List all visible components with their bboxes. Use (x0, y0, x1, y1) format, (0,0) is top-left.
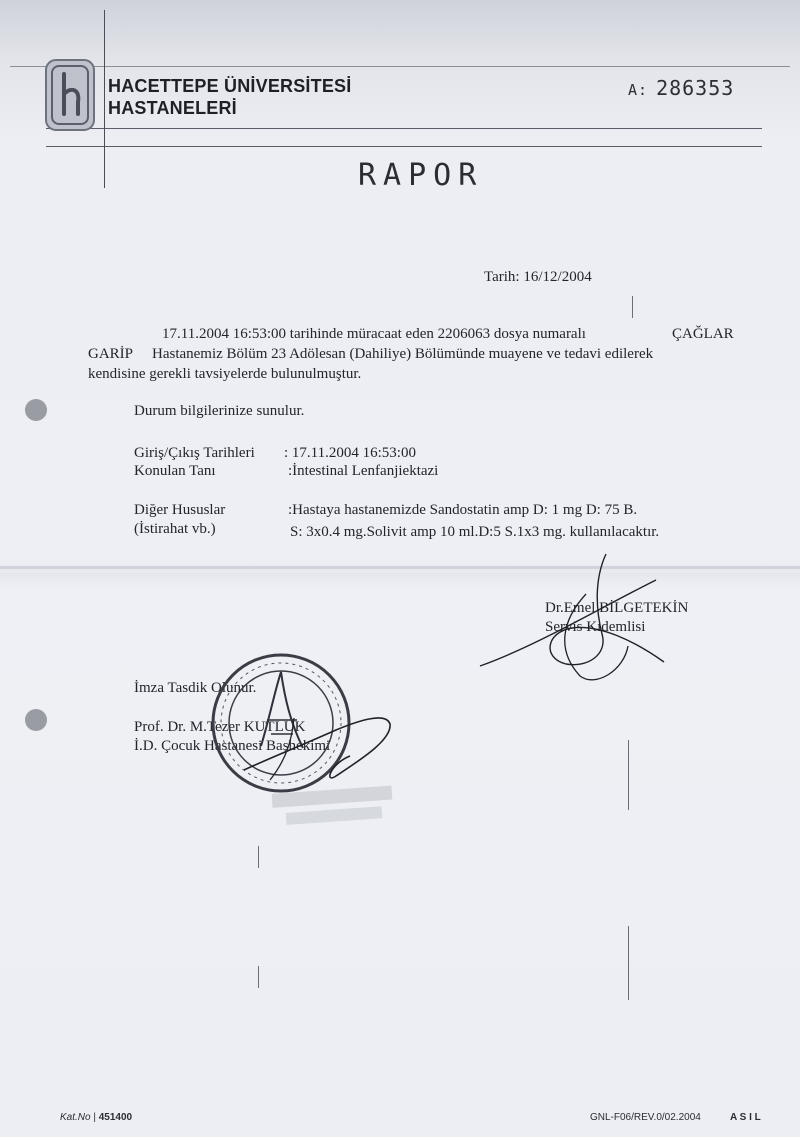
header-top-rule (10, 66, 790, 67)
other-notes-sublabel: (İstirahat vb.) (134, 521, 216, 537)
approval-label: İmza Tasdik Olunur. (134, 680, 257, 696)
document-number (628, 76, 734, 100)
diagnosis-label: Konulan Tanı (134, 463, 216, 479)
body-line-3: kendisine gerekli tavsiyelerde bulunulmuştur. (88, 366, 362, 382)
info-line: Durum bilgilerinize sunulur. (134, 403, 305, 419)
patient-name-first: ÇAĞLAR (672, 326, 734, 342)
other-notes-label: Diğer Hususlar (134, 502, 226, 518)
faint-name-stamp-icon (268, 782, 398, 832)
margin-tick (628, 926, 629, 1000)
admission-dates-value: : 17.11.2004 16:53:00 (284, 445, 416, 461)
catalog-number-value: 451400 (98, 1112, 133, 1123)
other-notes-value-1: :Hastaya hastanemizde Sandostatin amp D: 1 mg D: 75 B. (288, 502, 638, 518)
document-title: RAPOR (358, 158, 484, 193)
form-code: GNL-F06/REV.0/02.2004 (590, 1112, 701, 1123)
body-line-1: 17.11.2004 16:53:00 tarihinde müracaat eden 2206063 dosya numaralı (162, 326, 586, 342)
approver-name: Prof. Dr. M.Tezer KUTLUK (134, 719, 306, 735)
doctor-name: Dr.Emel BİLGETEKİN (545, 600, 689, 616)
document-number-prefix: A: (628, 81, 649, 99)
doctor-signature-icon (476, 550, 676, 690)
other-notes-value-2: S: 3x0.4 mg.Solivit amp 10 ml.D:5 S.1x3 mg. kullanılacaktır. (290, 524, 660, 540)
punch-hole (25, 399, 47, 421)
document-number-value: 286353 (656, 76, 735, 100)
margin-tick (628, 740, 629, 810)
header-rule (46, 128, 762, 129)
approver-title: İ.D. Çocuk Hastanesi Başhekimi (134, 738, 331, 754)
original-mark: A S I L (730, 1112, 761, 1123)
approver-signature-icon (240, 700, 400, 792)
margin-tick (258, 846, 259, 868)
body-line-2: Hastanemiz Bölüm 23 Adölesan (Dahiliye) Bölümünde muayene ve tedavi edilerek (152, 346, 654, 362)
paper-fold (0, 566, 800, 569)
institution-subtitle: HASTANELERİ (108, 98, 237, 118)
hacettepe-logo-icon (44, 58, 96, 132)
patient-name-last: GARİP (88, 346, 134, 362)
catalog-number-label: Kat.No (60, 1112, 91, 1123)
margin-tick (632, 296, 633, 318)
doctor-title: Servis Kıdemlisi (545, 619, 646, 635)
header-divider (104, 10, 105, 188)
diagnosis-value: :İntestinal Lenfanjiektazi (288, 463, 439, 479)
catalog-number: Kat.No | 451400 (60, 1112, 133, 1123)
admission-dates-label: Giriş/Çıkış Tarihleri (134, 445, 255, 461)
institution-name: HACETTEPE ÜNİVERSİTESİ (108, 76, 352, 96)
margin-tick (258, 966, 259, 988)
punch-hole (25, 709, 47, 731)
report-date: Tarih: 16/12/2004 (484, 269, 592, 285)
header-rule-lower (46, 146, 762, 147)
